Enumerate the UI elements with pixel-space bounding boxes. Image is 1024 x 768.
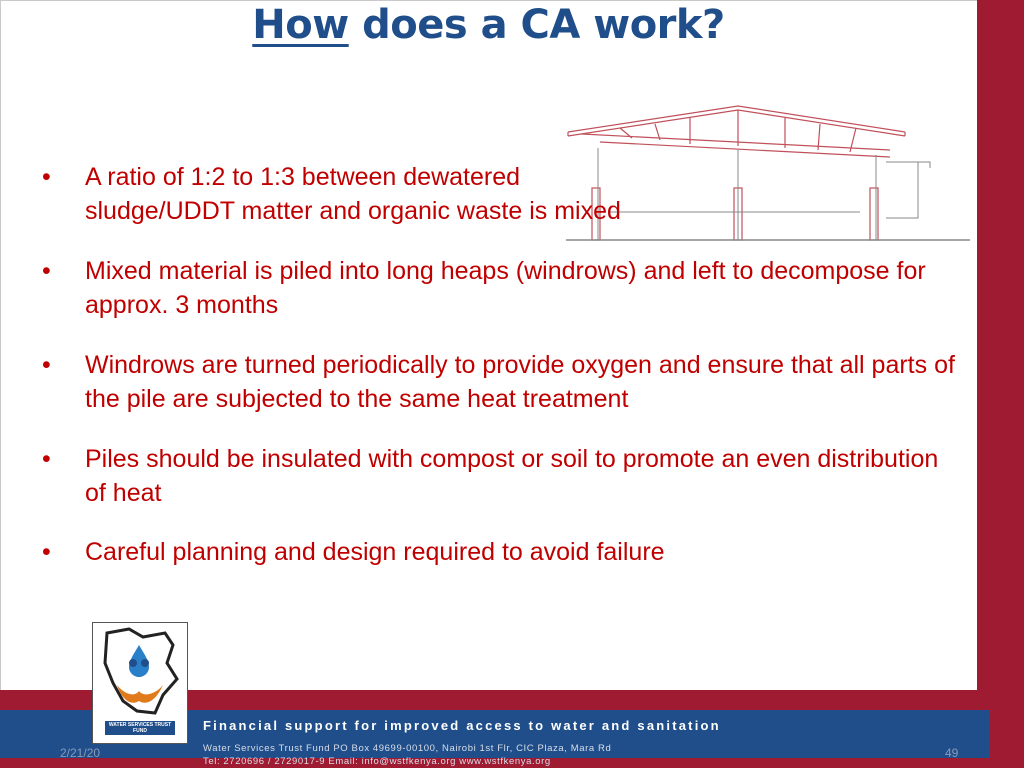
- bullet-item: [42, 160, 645, 228]
- title-rest: does a CA work?: [348, 2, 725, 48]
- bullet-item: [42, 535, 957, 569]
- kenya-map-icon: [93, 623, 187, 721]
- bullet-marker: •: [42, 163, 51, 191]
- wstf-logo: [92, 622, 188, 744]
- bullet-list: [42, 160, 957, 569]
- right-accent-band: [977, 0, 1024, 690]
- bullet-marker: •: [42, 538, 51, 566]
- bullet-marker: •: [42, 351, 51, 379]
- bullet-item: [42, 254, 957, 322]
- footer-address-line2: Tel: 2720696 / 2729017-9 Email: info@wstfkenya.org www.wstfkenya.org: [203, 756, 551, 767]
- footer-tagline: Financial support for improved access to water and sanitation: [203, 718, 721, 733]
- title-underlined-word: How: [252, 2, 349, 48]
- bullet-item: [42, 348, 957, 416]
- bullet-text: Careful planning and design required to avoid failure: [85, 538, 665, 566]
- logo-caption: WATER SERVICES TRUST FUND: [105, 721, 175, 735]
- bullet-item: [42, 442, 957, 510]
- bullet-text: Piles should be insulated with compost or soil to promote an even distribution of heat: [85, 445, 939, 507]
- page-number: 49: [945, 746, 959, 760]
- slide-title: [0, 2, 977, 48]
- bullet-marker: •: [42, 445, 51, 473]
- bullet-text: Mixed material is piled into long heaps (windrows) and left to decompose for approx. 3 months: [85, 257, 926, 319]
- bullet-text: A ratio of 1:2 to 1:3 between dewatered sludge/UDDT matter and organic waste is mixed: [85, 163, 621, 225]
- slide-date: 2/21/20: [60, 746, 101, 760]
- footer-address-line1: Water Services Trust Fund PO Box 49699-00100, Nairobi 1st Flr, CIC Plaza, Mara Rd: [203, 743, 612, 754]
- bullet-marker: •: [42, 257, 51, 285]
- bullet-text: Windrows are turned periodically to provide oxygen and ensure that all parts of the pile are subjected to the same heat treatment: [85, 351, 955, 413]
